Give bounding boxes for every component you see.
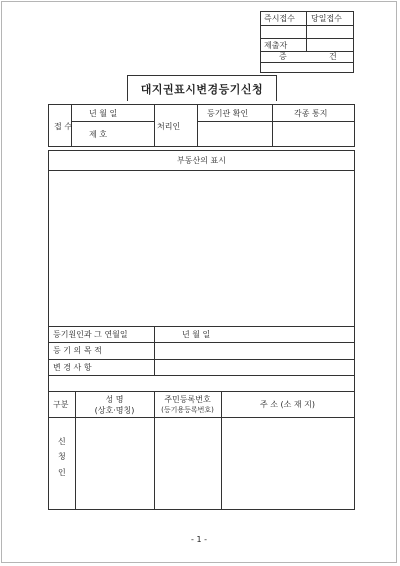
cause-date-label: 등기원인과 그 연월일	[53, 330, 128, 339]
col-name-header: 성 명	[105, 395, 124, 404]
certificate-label: 증	[279, 52, 287, 61]
document-page	[1, 1, 397, 563]
applicant-name-field[interactable]	[76, 418, 154, 509]
registry-check-label: 등기관 확인	[207, 109, 249, 118]
receipt-stamp-box	[260, 11, 354, 73]
col-id-sub: (등기용등록번호)	[161, 406, 214, 414]
submitter-label: 제출자	[264, 41, 288, 50]
receipt-number-label: 제 호	[89, 130, 107, 139]
immediate-receipt-label: 즉시접수	[264, 14, 295, 23]
reception-table	[48, 104, 355, 147]
change-label: 변 경 사 항	[53, 363, 92, 372]
applicant-address-field[interactable]	[222, 418, 354, 509]
applicant-char-2: 청	[58, 452, 66, 461]
property-area[interactable]	[49, 171, 354, 325]
col-id-header: 주민등록번호	[164, 395, 211, 404]
purpose-label: 등 기 의 목 적	[53, 346, 102, 355]
notice-label: 각종 통지	[294, 109, 328, 118]
applicant-char-3: 인	[58, 468, 66, 477]
applicant-id-field[interactable]	[155, 418, 221, 509]
receipt-label: 접 수	[54, 122, 72, 131]
certificate-label-2: 건	[329, 52, 337, 61]
col-name-sub: (상호·명칭)	[94, 406, 135, 415]
col-type-header: 구분	[53, 400, 69, 409]
purpose-field[interactable]	[155, 343, 354, 359]
col-address-header: 주 소 (소 재 지)	[259, 400, 316, 409]
same-day-receipt-label: 당일접수	[311, 14, 342, 23]
processor-label: 처리인	[157, 122, 181, 131]
page-number: - 1 -	[191, 535, 207, 544]
form-title: 대지권표시변경등기신청	[127, 75, 277, 101]
property-header: 부동산의 표시	[177, 156, 226, 165]
applicant-char-1: 신	[58, 437, 66, 446]
change-field[interactable]	[155, 360, 354, 375]
cause-date-value: 년 월 일	[182, 330, 211, 339]
main-form	[48, 150, 355, 510]
receipt-date-label: 년 월 일	[89, 109, 118, 118]
